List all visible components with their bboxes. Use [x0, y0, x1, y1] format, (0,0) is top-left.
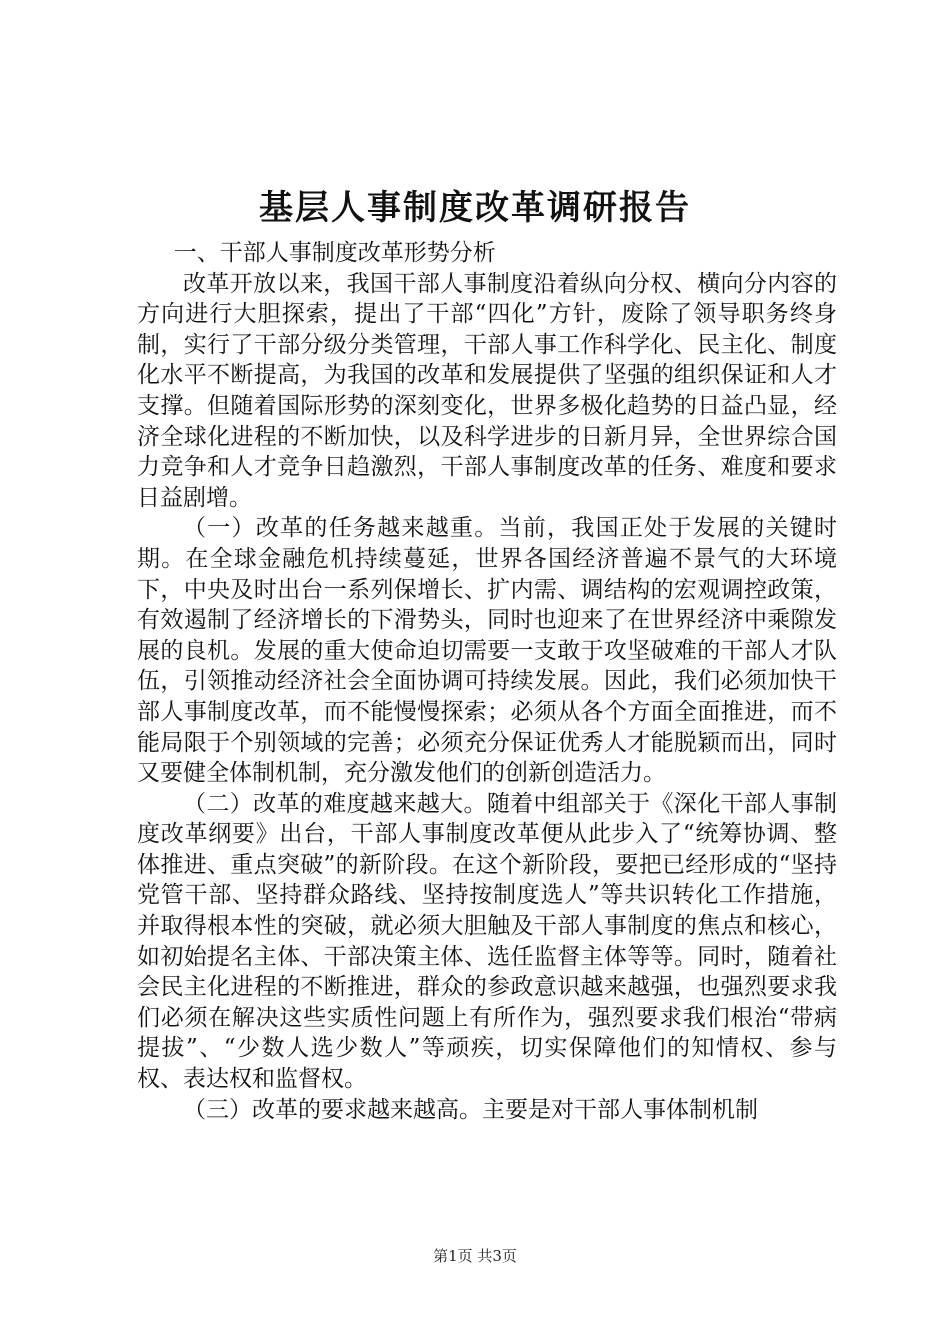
document-body — [137, 238, 837, 1125]
paragraph: （三）改革的要求越来越高。主要是对干部人事体制机制 — [183, 1096, 758, 1123]
document-title: 基层人事制度改革调研报告 — [259, 188, 691, 228]
page-footer: 第1页 共3页 — [433, 1247, 517, 1265]
paragraph: （二）改革的难度越来越大。随着中组部关于《深化干部人事制度改革纲要》出台，干部人事制度改革便从此步入了“统筹协调、整体推进、重点突破”的新阶段。在这个新阶段，要把已经形成的“坚持党管干部、坚持群众路线、坚持按制度选人”等共识转化工作措施，并取得根本性的突破，就必须大胆触及干部人事制度的焦点和核心，如初始提名主体、干部决策主体、选任监督主体等等。同时，随着社会民主化进程的不断推进，群众的参政意识越来越强，也强烈要求我们必须在解决这些实质性问题上有所作为，强烈要求我们根治“带病提拔”、“少数人选少数人”等顽疾，切实保障他们的知情权、参与权、表达权和监督权。 — [137, 790, 837, 1093]
section-heading: 一、干部人事制度改革形势分析 — [173, 240, 496, 266]
paragraph: （一）改革的任务越来越重。当前，我国正处于发展的关键时期。在全球金融危机持续蔓延，世界各国经济普遍不景气的大环境下，中央及时出台一系列保增长、扩内需、调结构的宏观调控政策，有效遏制了经济增长的下滑势头，同时也迎来了在世界经济中乘隙发展的良机。发展的重大使命迫切需要一支敢于攻坚破难的干部人才队伍，引领推动经济社会全面协调可持续发展。因此，我们必须加快干部人事制度改革，而不能慢慢探索；必须从各个方面全面推进，而不能局限于个别领域的完善；必须充分保证优秀人才能脱颖而出，同时又要健全体制机制，充分激发他们的创新创造活力。 — [137, 515, 837, 787]
paragraph: 改革开放以来，我国干部人事制度沿着纵向分权、横向分内容的方向进行大胆探索，提出了干部“四化”方针，废除了领导职务终身制，实行了干部分级分类管理，干部人事工作科学化、民主化、制度化水平不断提高，为我国的改革和发展提供了坚强的组织保证和人才支撑。但随着国际形势的深刻变化，世界多极化趋势的日益凸显，经济全球化进程的不断加快，以及科学进步的日新月异，全世界综合国力竞争和人才竞争日趋激烈，干部人事制度改革的任务、难度和要求日益剧增。 — [137, 270, 837, 511]
